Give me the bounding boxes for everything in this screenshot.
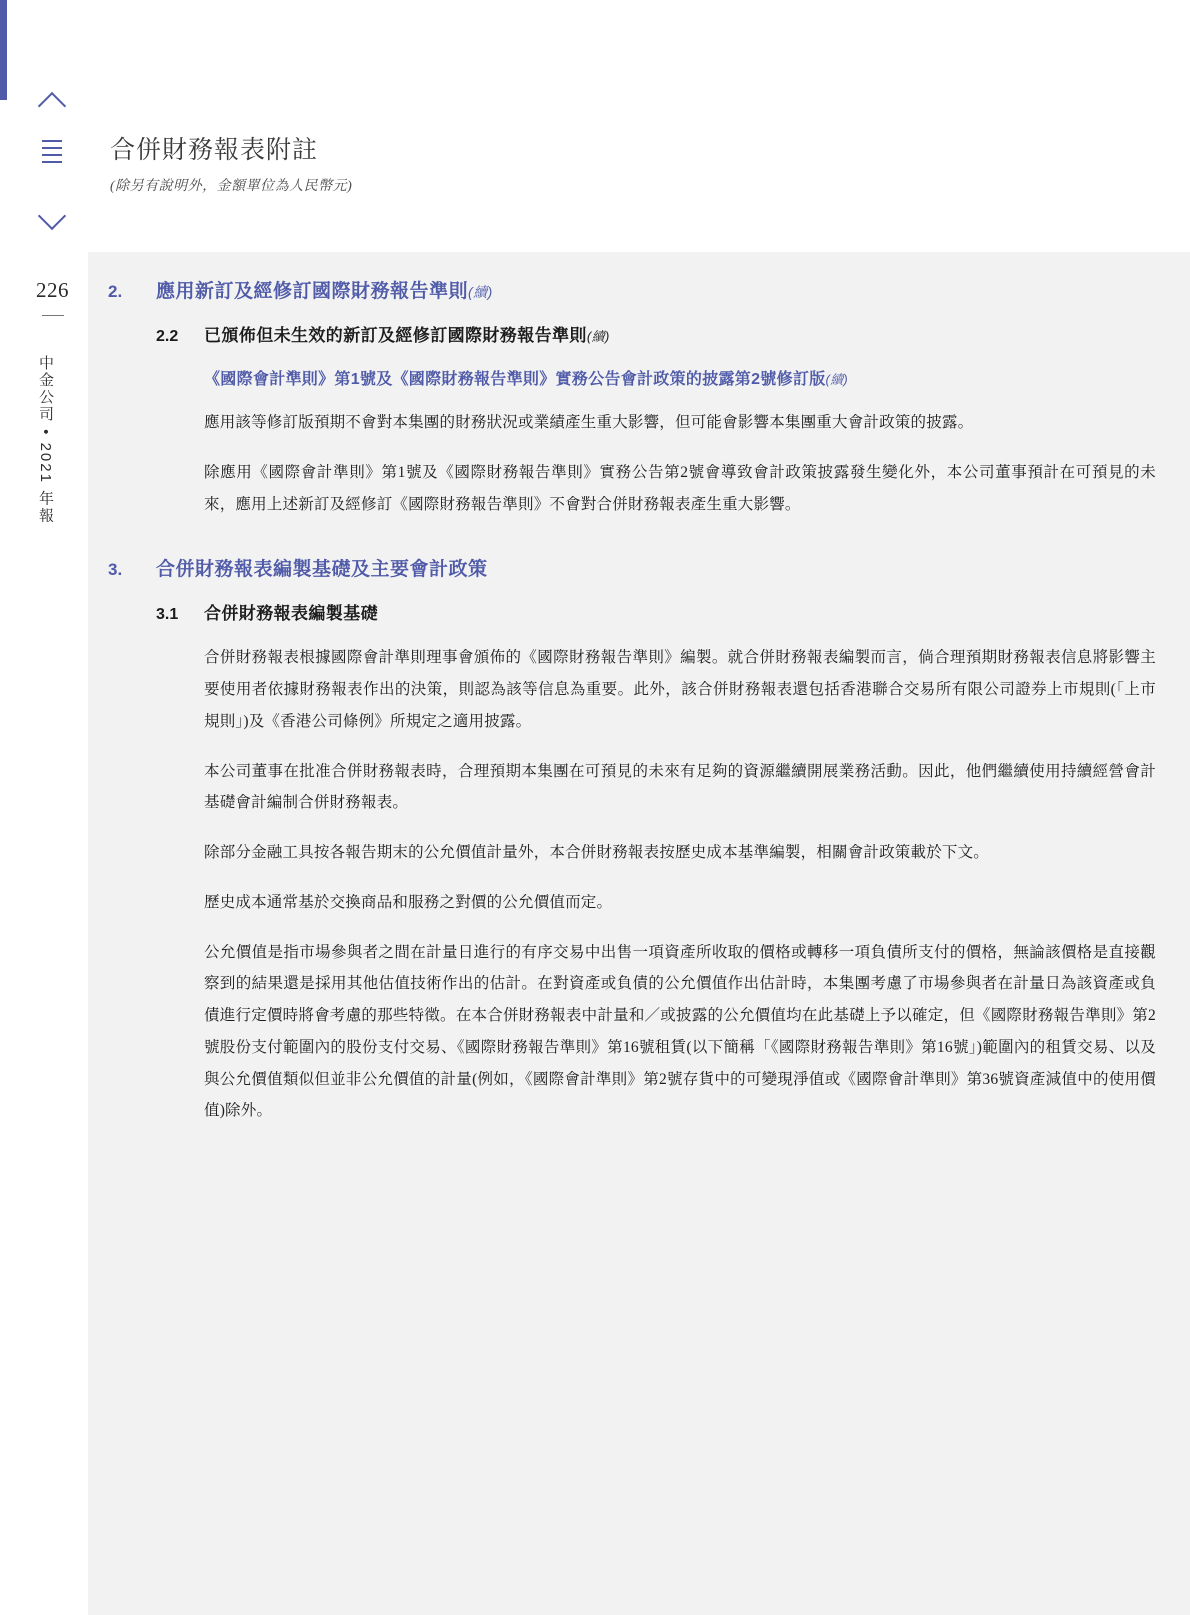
page-number: 226 [36,278,69,302]
subsection-continued: (續) [586,329,610,344]
page-number-rule [42,315,64,316]
paragraph: 公允價值是指市場參與者之間在計量日進行的有序交易中出售一項資產所收取的價格或轉移一項負債所支付的價格，無論該價格是直接觀察到的結果還是採用其他估值技術作出的估計。在對資產或負債的公允價值作出估計時，本集團考慮了市場參與者在計量日為該資產或負債進行定價時將會考慮的那些特徵。在本合併財務報表中計量和／或披露的公允價值均在此基礎上予以確定，但《國際財務報告準則》第2號股份支付範圍內的股份支付交易、《國際財務報告準則》第16號租賃(以下簡稱「《國際財務報告準則》第16號」)範圍內的租賃交易、以及與公允價值類似但並非公允價值的計量(例如，《國際會計準則》第2號存貨中的可變現淨值或《國際會計準則》第36號資產減值中的使用價值)除外。 [204,943,1156,1120]
policy-heading-wrap [108,366,1172,389]
company-year-label: 中金公司 • 2021 年報 [37,355,54,525]
page-subtitle: (除另有說明外，金額單位為人民幣元) [110,179,353,194]
paragraph: 合併財務報表根據國際會計準則理事會頒佈的《國際財務報告準則》編製。就合併財務報表編製而言，倘合理預期財務報表信息將影響主要使用者依據財務報表作出的決策，則認為該等信息為重要。此外，該合併財務報表還包括香港聯合交易所有限公司證券上市規則(「上市規則」)及《香港公司條例》所規定之適用披露。 [204,649,1156,730]
page-title: 合併財務報表附註 [110,137,319,164]
section-title-wrap [156,554,488,581]
section-number: 3. [108,560,123,580]
subsection-number: 3.1 [156,606,179,624]
section-heading [108,276,1172,303]
rail-bar-bottom-icon [0,72,7,100]
content-body [108,272,1172,1127]
document-header [110,130,1010,195]
chevron-up-icon [38,92,66,120]
subsection-title-wrap [204,321,610,346]
menu-lines-icon [42,140,62,168]
policy-heading-continued: (續) [825,372,849,387]
rail-bar-top-icon [0,0,7,42]
paragraph: 除應用《國際會計準則》第1號及《國際財務報告準則》實務公告第2號會導致會計政策披露發生變化外，本公司董事預計在可預見的未來，應用上述新訂及經修訂《國際財務報告準則》不會對合併財務報表產生重大影響。 [204,463,1156,513]
section-spacer [108,520,1172,550]
paragraph: 歷史成本通常基於交換商品和服務之對價的公允價值而定。 [204,893,613,911]
left-margin-rail [0,0,90,1615]
chevron-down-icon [38,202,66,230]
subsection-heading [108,321,1172,346]
subsection-heading [108,599,1172,624]
subsection-number: 2.2 [156,328,179,345]
subsection-title: 合併財務報表編製基礎 [204,604,378,624]
section-number: 2. [108,282,123,301]
paragraph: 本公司董事在批准合併財務報表時，合理預期本集團在可預見的未來有足夠的資源繼續開展業務活動。因此，他們繼續使用持續經營會計基礎會計編制合併財務報表。 [204,762,1156,812]
content-panel [88,252,1190,1615]
section-title: 合併財務報表編製基礎及主要會計政策 [156,559,488,581]
paragraph: 應用該等修訂版預期不會對本集團的財務狀況或業績產生重大影響，但可能會影響本集團重大會計政策的披露。 [204,414,974,431]
section-title: 應用新訂及經修訂國際財務報告準則 [156,281,469,302]
paragraph: 除部分金融工具按各報告期末的公允價值計量外，本合併財務報表按歷史成本基準編製，相關會計政策載於下文。 [204,844,990,862]
rail-bar-middle-icon [0,42,7,72]
subsection-title: 已頒佈但未生效的新訂及經修訂國際財務報告準則 [204,326,587,345]
section-title-wrap [156,276,493,303]
policy-heading: 《國際會計準則》第1號及《國際財務報告準則》實務公告會計政策的披露第2號修訂版 [204,371,826,388]
section-continued: (續) [468,284,493,300]
section-heading [108,554,1172,581]
subsection-title-wrap [204,599,378,624]
